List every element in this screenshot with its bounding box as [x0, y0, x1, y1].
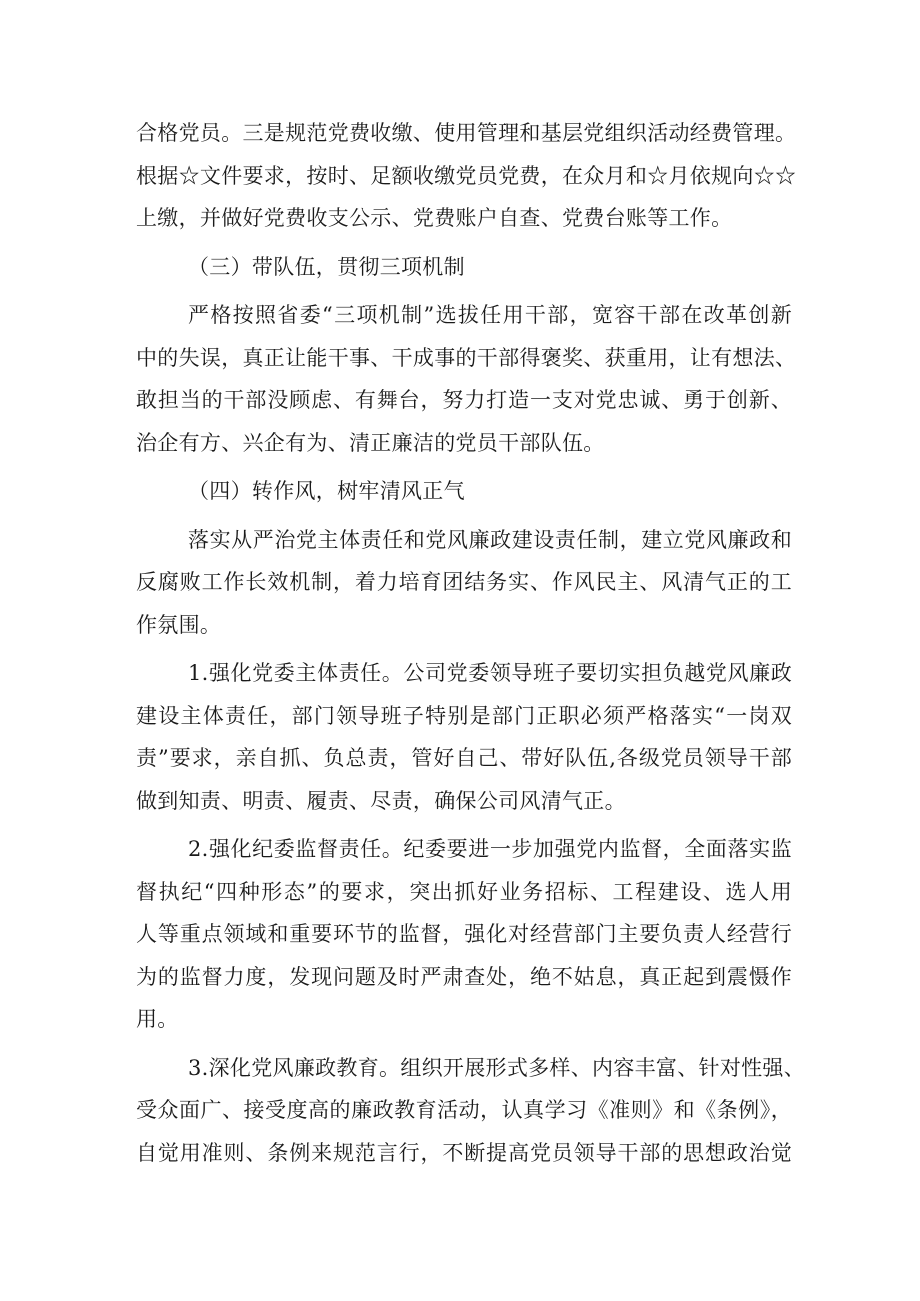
- text-line: 1.强化党委主体责任。公司党委领导班子要切实担负越党风廉政: [188, 661, 792, 685]
- text-line: 3.深化党风廉政教育。组织开展形式多样、内容丰富、针对性强、: [188, 1055, 806, 1080]
- text-line: 做到知责、明责、履责、尽责，确保公司风清气正。: [136, 788, 626, 813]
- text-line: 落实从严治党主体责任和党风廉政建设责任制，建立党风廉政和: [188, 527, 792, 552]
- text-line: 为的监督力度，发现问题及时严肃查处，绝不姑息，真正起到震慑作: [136, 964, 792, 989]
- text-line: 2.强化纪委监督责任。纪委要进一步加强党内监督，全面落实监: [188, 837, 792, 861]
- text-line: 人等重点领域和重要环节的监督，强化对经营部门主要负责人经营行: [136, 922, 792, 946]
- text-line: 用。: [136, 1007, 179, 1031]
- text-line: 根据☆文件要求，按时、足额收缴党员党费，在众月和☆月依规向☆☆: [136, 163, 797, 188]
- text-line: 作氛围。: [136, 612, 222, 637]
- text-line: 中的失误，真正让能干事、干成事的干部得褒奖、获重用，让有想法、: [136, 345, 797, 370]
- text-line: 建设主体责任，部门领导班子特别是部门正职必须严格落实“一岗双: [136, 703, 792, 728]
- text-line: 督执纪“四种形态”的要求，突出抓好业务招标、工程建设、选人用: [136, 879, 792, 904]
- text-line: 受众面广、接受度高的廉政教育活动，认真学习《准则》和《条例》，: [136, 1098, 792, 1122]
- text-line: 敢担当的干部没顾虑、有舞台，努力打造一支对党忠诚、勇于创新、: [136, 388, 792, 412]
- text-line: 合格党员。三是规范党费收缴、使用管理和基层党组织活动经费管理。: [136, 121, 797, 145]
- text-line: 严格按照省委“三项机制”选拔任用干部，宽容干部在改革创新: [188, 303, 792, 327]
- document-body: [136, 112, 806, 1174]
- text-line: 自觉用准则、条例来规范言行，不断提高党员领导干部的思想政治觉: [136, 1140, 792, 1165]
- text-line: 责”要求，亲自抓、负总责，管好自己、带好队伍,各级党员领导干部: [136, 746, 792, 770]
- section-heading: （三）带队伍，贯彻三项机制: [188, 254, 465, 279]
- text-line: 治企有方、兴企有为、清正廉洁的党员干部队伍。: [136, 430, 605, 455]
- section-heading: （四）转作风，树牢清风正气: [188, 479, 465, 503]
- text-line: 上缴，并做好党费收支公示、党费账户自查、党费台账等工作。: [136, 206, 733, 230]
- text-line: 反腐败工作长效机制，着力培育团结务实、作风民主、风清气正的工: [136, 570, 792, 594]
